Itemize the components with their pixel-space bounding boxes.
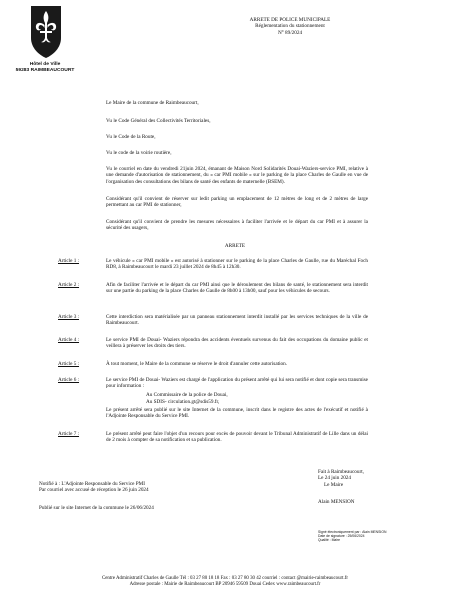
article-2-label: Article 2 : (58, 282, 80, 288)
document-subtitle: Réglementation du stationnement (255, 23, 325, 30)
article-7-text: Le présent arrêté peut faire l'objet d'un recours pour excès de pouvoir devant le Tribunal Administratif de Lille dans un délai de 2 mois à compter de sa notification et sa publication. (106, 431, 368, 444)
preamble-vu-voirie: Vu le code de la voirie routière, (106, 150, 172, 156)
article-2-text: Afin de faciliter l'arrivée et le départ du car PMI ainsi que le déroulement des bilans de santé, le stationnement sera interdit sur une partie du parking de la place Charles de Gaulle de 8h00 à 13h00, sauf pour les véhicules de secours. (106, 282, 368, 295)
notification-line2: Par courriel avec accusé de réception le 26 juin 2024 (39, 487, 149, 494)
article-6-recipient-1: Au Commissaire de la police de Douai, (146, 392, 228, 398)
signature-date: Le 24 juin 2024 (318, 475, 351, 482)
esign-line1: Signé électroniquement par : Alain MENSION (318, 530, 387, 534)
arrete-heading: ARRETE (224, 243, 246, 249)
municipality-block (5, 62, 85, 74)
article-4-text: Le service PMI de Douai- Waziers répondra des accidents éventuels survenus du fait des occupations du domaine public et veillera à préserver les droits des tiers. (106, 337, 368, 350)
page-footer (20, 576, 430, 588)
preamble-vu-code-route: Vu le Code de la Route, (106, 134, 156, 140)
article-3-label: Article 3 : (58, 314, 80, 320)
preamble-vu-courriel: Vu le courriel en date du vendredi 21juin 2024, émanant de Maison Nord Solidarités Douai-Waziers-service PMI, relative à une demande d'autorisation de stationnement, du « car PMI mobile » sur le parking de la place Charles de Gaulle en vue de l'organisation des consultations des bilans de santé des enfants de maternelle (BSEM). (106, 166, 368, 185)
footer-line2: Adresse postale : Mairie de Raimbeaucourt BP 20946 59509 Douai Cedex www.raimbeaucourt.fr (129, 581, 321, 587)
esign-line2: Date de signature : 25/06/2024 (318, 534, 365, 539)
signature-place: Fait à Raimbeaucourt, (318, 469, 364, 475)
article-5-label: Article 5 : (58, 361, 80, 367)
notification-line1: Notifié à : L'Adjointe Responsable du Service PMI (39, 481, 145, 487)
footer-line1: Centre Administratif Charles de Gaulle Tél : 03 27 80 18 18 Fax : 03 27 80 30 42 courriel : contact @mairie-raimbeaucourt.fr (101, 576, 349, 581)
article-3-text: Cette interdiction sera matérialisée par un panneau stationnement interdit installé par les services techniques de la ville de Raimbeaucourt. (106, 314, 368, 327)
preamble-considerant-1: Considérant qu'il convient de réserver sur ledit parking un emplacement de 12 mètres de long et de 2 mètres de large permettant au car PMI de stationner, (106, 196, 368, 209)
muni-line2: 59283 RAIMBEAUCOURT (15, 68, 75, 73)
signature-role: Le Maire (324, 481, 344, 488)
document-title: ARRETE DE POLICE MUNICIPALE (249, 17, 331, 23)
article-7-label: Article 7 : (58, 431, 80, 437)
muni-line1: Hôtel de Ville (29, 62, 61, 67)
document-number: N° 89/2024 (277, 29, 303, 36)
publication-line: Publié sur le site Internet de la commune le 26/06/2024 (39, 505, 154, 511)
signature-block (318, 469, 408, 506)
fleur-de-lis-shield-icon (29, 4, 63, 59)
article-5-text: À tout moment, le Maire de la commune se réserve le droit d'annuler cette autorisation. (106, 361, 287, 367)
article-6-text: Le service PMI de Douai- Waziers est chargé de l'application du présent arrêté qui lui sera notifié et dont copie sera transmise pour information : (106, 377, 368, 390)
esign-line3: Qualité : Maire (318, 538, 341, 543)
signature-name: Alain MENSION (318, 499, 355, 506)
preamble-considerant-2: Considérant qu'il convient de prendre les mesures nécessaires à faciliter l'arrivée et le départ du car PMI et à assurer la sécurité des usagers, (106, 219, 368, 232)
document-title-block (210, 17, 370, 36)
article-6-tail: Le présent arrêté sera publié sur le site Internet de la commune, inscrit dans le registre des actes de l'exécutif et notifié à l'Adjointe Responsable du Service PMI. (106, 407, 368, 420)
article-6-recipient-2: Au SDIS- circulation.gt@sdis59.fr, (146, 399, 220, 405)
preamble-vu-cgct: Vu le Code Général des Collectivités Territoriales, (106, 118, 211, 124)
preamble-maire: Le Maire de la commune de Raimbeaucourt, (106, 100, 199, 106)
article-6-label: Article 6 : (58, 377, 80, 383)
notification-block (39, 481, 239, 494)
article-1-label: Article 1 : (58, 258, 80, 264)
article-4-label: Article 4 : (58, 337, 80, 343)
article-1-text: Le véhicule « car PMI mobile » est autorisé à stationner sur le parking de la place Charles de Gaulle, rue du Maréchal Foch RD8, à Raimbeaucourt le mardi 23 juillet 2024 de 8h45 à 12h30. (106, 258, 368, 271)
electronic-signature-stamp (318, 530, 418, 543)
